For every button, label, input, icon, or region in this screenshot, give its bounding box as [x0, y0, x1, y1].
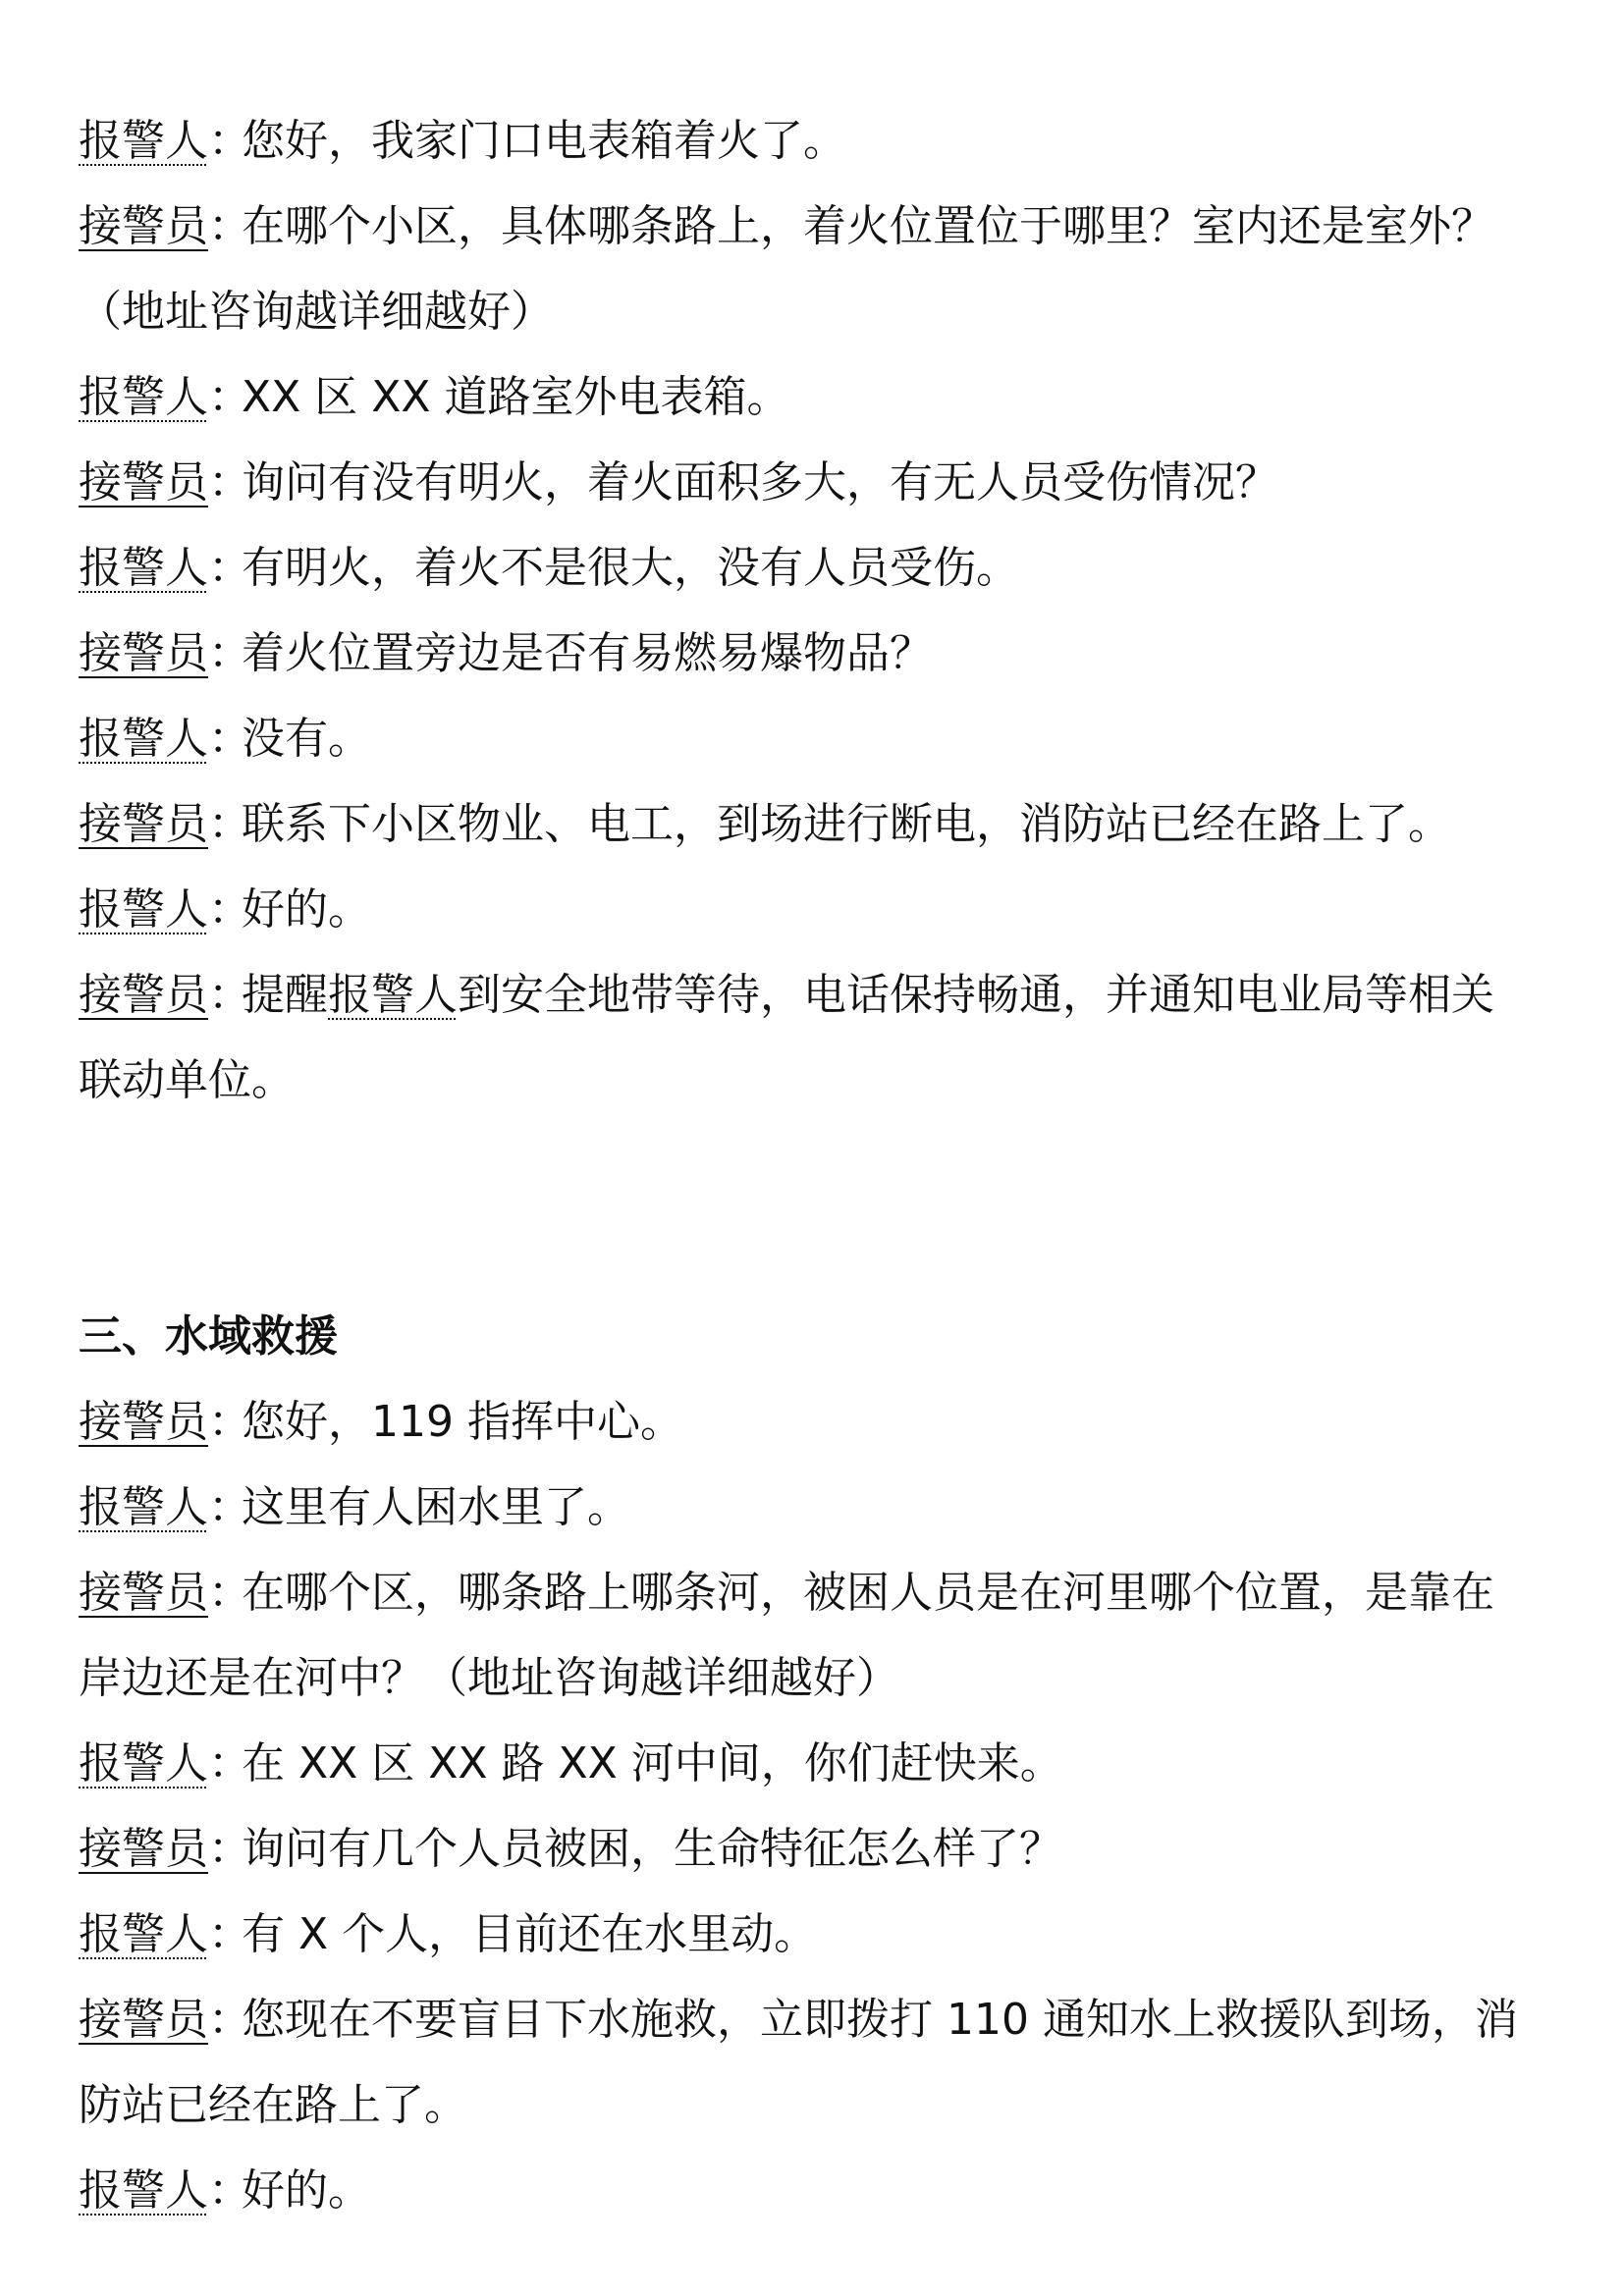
colon: ：: [208, 1738, 251, 1789]
dialogue-text: （地址咨询越详细越好）: [79, 287, 554, 337]
colon: ：: [208, 1824, 251, 1874]
dialogue-text: 联动单位。: [79, 1055, 295, 1105]
speaker-reporter: 报警人: [79, 884, 208, 934]
dialogue-text: 这里有人困水里了。: [242, 1482, 630, 1532]
dialogue-line-operator: [79, 184, 1551, 269]
speaker-reporter: 报警人: [79, 714, 208, 764]
dialogue-line-operator: [79, 952, 1551, 1038]
section-heading: 三、水域救援: [79, 1311, 338, 1362]
colon: ：: [208, 970, 251, 1020]
dialogue-line-operator: [79, 1806, 1551, 1892]
dialogue-text: 您好，我家门口电表箱着火了。: [242, 116, 846, 166]
dialogue-line-reporter: [79, 1721, 1551, 1806]
colon: ：: [208, 1995, 251, 2045]
dialogue-text: 您好，119 指挥中心。: [242, 1397, 683, 1447]
colon: ：: [208, 457, 251, 507]
colon: ：: [208, 714, 251, 764]
colon: ：: [208, 543, 251, 593]
speaker-operator: 接警员: [79, 628, 208, 678]
colon: ：: [208, 799, 251, 849]
speaker-operator: 接警员: [79, 1568, 208, 1618]
dialogue-text: 在哪个小区，具体哪条路上，着火位置位于哪里？室内还是室外？: [242, 201, 1494, 251]
speaker-operator: 接警员: [79, 201, 208, 251]
speaker-operator: 接警员: [79, 1824, 208, 1874]
dialogue-line-reporter: [79, 525, 1551, 611]
colon: ：: [208, 201, 251, 251]
dialogue-line-reporter: [79, 696, 1551, 781]
speaker-reporter: 报警人: [79, 1909, 208, 1959]
dialogue-text: 着火位置旁边是否有易燃易爆物品？: [242, 628, 933, 678]
dialogue-text: 您现在不要盲目下水施救，立即拨打 110 通知水上救援队到场，消: [242, 1995, 1518, 2045]
dialogue-text: 有明火，着火不是很大，没有人员受伤。: [242, 543, 1019, 593]
dialogue-text: 好的。: [242, 2165, 371, 2216]
speaker-operator: 接警员: [79, 1995, 208, 2045]
speaker-operator: 接警员: [79, 1397, 208, 1447]
colon: ：: [208, 628, 251, 678]
dialogue-line-operator: [79, 611, 1551, 696]
colon: ：: [208, 1568, 251, 1618]
dialogue-line-reporter: [79, 1892, 1551, 1977]
speaker-operator: 接警员: [79, 799, 208, 849]
dialogue-line-operator: [79, 1977, 1551, 2062]
dialogue-line-operator: [79, 1379, 1551, 1465]
dialogue-text: 在哪个区，哪条路上哪条河，被困人员是在河里哪个位置，是靠在: [242, 1568, 1494, 1618]
speaker-reporter: 报警人: [79, 543, 208, 593]
dialogue-line-reporter: [79, 2148, 1551, 2233]
dialogue-line-reporter: [79, 354, 1551, 440]
dialogue-text: 防站已经在路上了。: [79, 2080, 467, 2130]
colon: ：: [208, 116, 251, 166]
dialogue-text: 询问有几个人员被困，生命特征怎么样了？: [242, 1824, 1062, 1874]
dialogue-line-operator: [79, 781, 1551, 867]
colon: ：: [208, 884, 251, 934]
dialogue-text: XX 区 XX 道路室外电表箱。: [242, 372, 790, 422]
dialogue-continuation: [79, 1038, 1551, 1123]
speaker-operator: 接警员: [79, 970, 208, 1020]
section-spacer: [79, 1123, 1551, 1294]
dialogue-line-reporter: [79, 867, 1551, 952]
dialogue-line-reporter: [79, 98, 1551, 184]
dialogue-continuation: [79, 269, 1551, 354]
speaker-reporter: 报警人: [79, 116, 208, 166]
dialogue-text: 好的。: [242, 884, 371, 934]
speaker-reporter: 报警人: [79, 1482, 208, 1532]
colon: ：: [208, 2165, 251, 2216]
speaker-reporter: 报警人: [79, 2165, 208, 2216]
colon: ：: [208, 1909, 251, 1959]
inline-reporter-mark: 报警人: [328, 970, 458, 1020]
colon: ：: [208, 1397, 251, 1447]
dialogue-text: 没有。: [242, 714, 371, 764]
colon: ：: [208, 1482, 251, 1532]
dialogue-text: 有 X 个人，目前还在水里动。: [242, 1909, 818, 1959]
colon: ：: [208, 372, 251, 422]
dialogue-text: 到安全地带等待，电话保持畅通，并通知电业局等相关: [458, 970, 1494, 1020]
speaker-reporter: 报警人: [79, 1738, 208, 1789]
dialogue-text: 岸边还是在河中？（地址咨询越详细越好）: [79, 1653, 899, 1703]
dialogue-line-operator: [79, 1550, 1551, 1635]
speaker-reporter: 报警人: [79, 372, 208, 422]
dialogue-text: 在 XX 区 XX 路 XX 河中间，你们赶快来。: [242, 1738, 1063, 1789]
dialogue-text: 提醒: [242, 970, 328, 1020]
dialogue-line-operator: [79, 440, 1551, 525]
dialogue-text: 询问有没有明火，着火面积多大，有无人员受伤情况？: [242, 457, 1278, 507]
dialogue-line-reporter: [79, 1465, 1551, 1550]
dialogue-continuation: [79, 2062, 1551, 2148]
dialogue-text: 联系下小区物业、电工，到场进行断电，消防站已经在路上了。: [242, 799, 1451, 849]
dialogue-continuation: [79, 1635, 1551, 1721]
document-page: [79, 98, 1551, 2233]
speaker-operator: 接警员: [79, 457, 208, 507]
